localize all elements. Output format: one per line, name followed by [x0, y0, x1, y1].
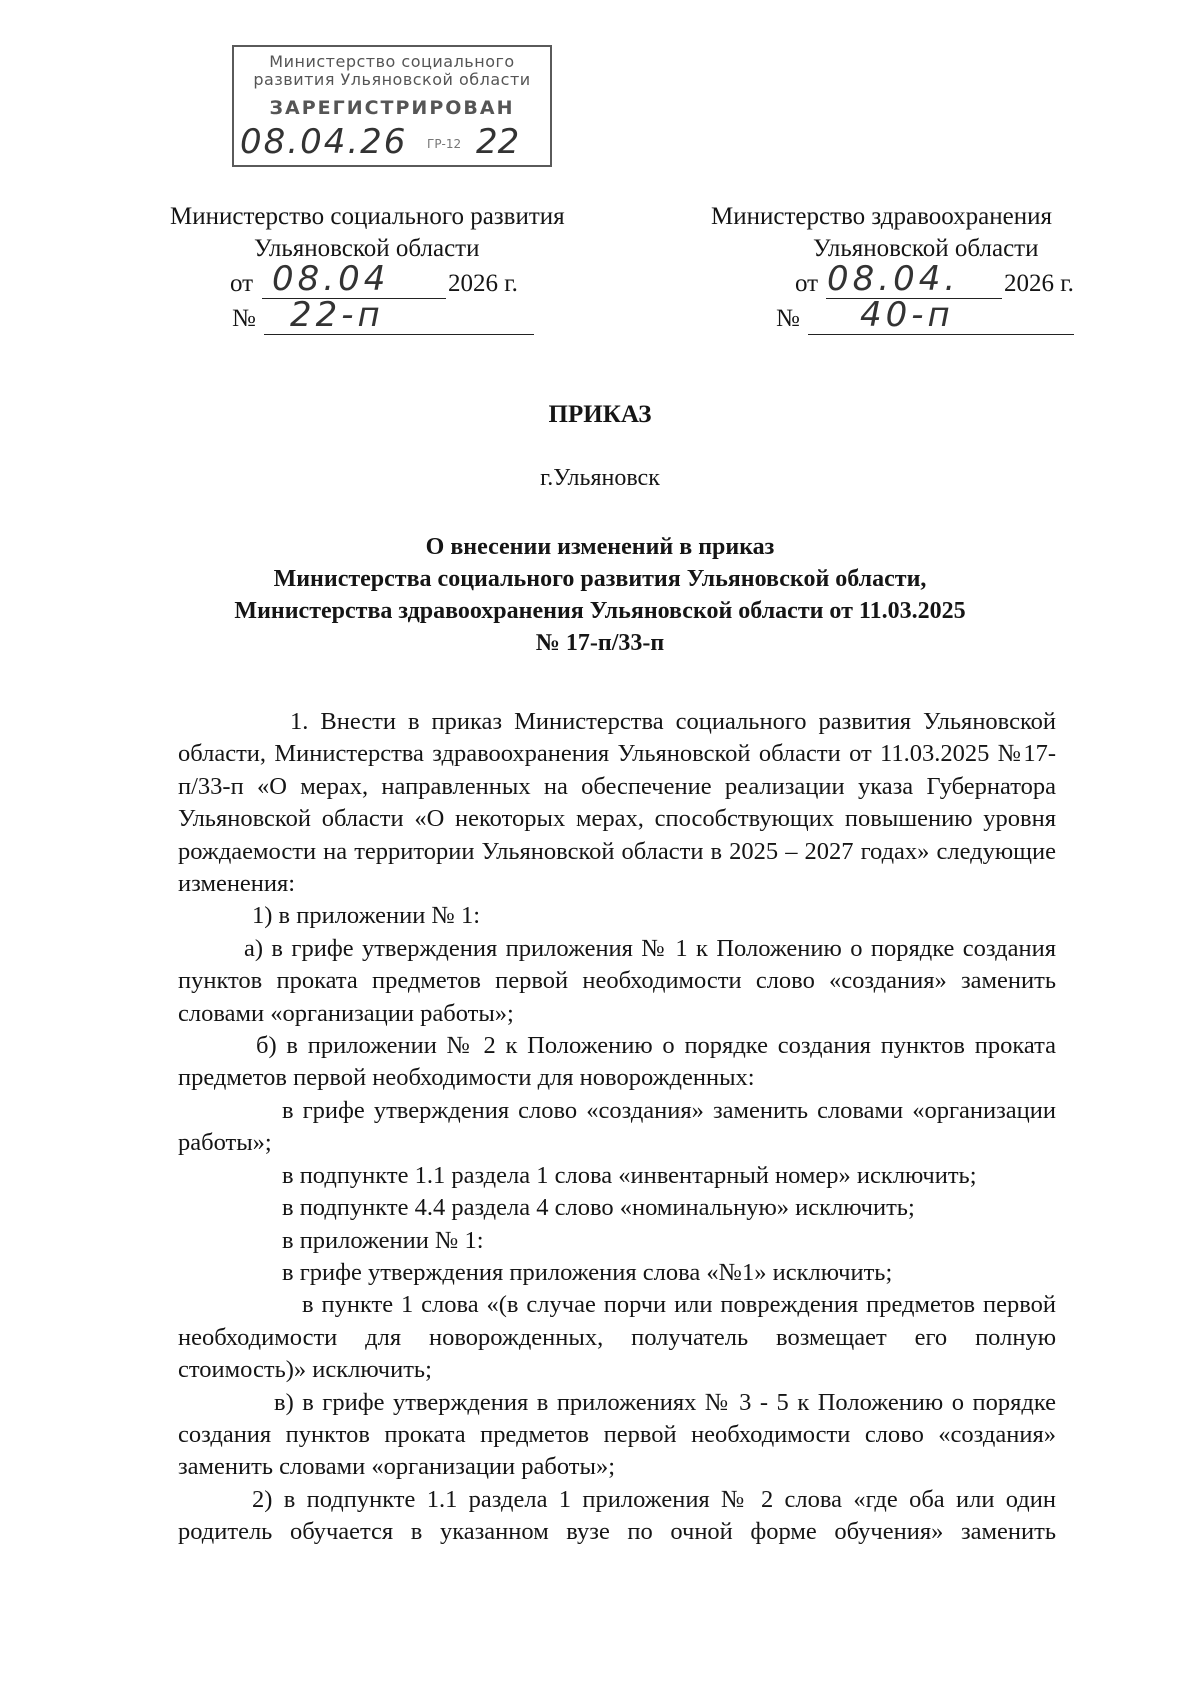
right-date-suffix: 2026 г.: [1004, 270, 1074, 297]
left-date-suffix: 2026 г.: [448, 270, 518, 297]
paragraph-5: в грифе утверждения слово «создания» заменить словами «организации работы»;: [178, 1096, 1056, 1157]
right-org-line1: Министерство здравоохранения: [711, 203, 1052, 230]
left-num-underline: [264, 334, 534, 335]
right-org-block: [711, 201, 1052, 265]
paragraph-2: 1) в приложении № 1:: [252, 902, 481, 930]
left-org-line2: Ульяновской области: [254, 235, 480, 262]
right-date-prefix: от: [795, 270, 819, 297]
subject-block: [0, 531, 1200, 659]
paragraph-12: 2) в подпункте 1.1 раздела 1 приложения № 2 слова «где оба или один родитель обучается в указанном вузе по очной форме обучения» заменить: [178, 1485, 1056, 1546]
paragraph-1: 1. Внести в приказ Министерства социального развития Ульяновской области, Министерства здравоохранения Ульяновской области от 11.03.2025 №17-п/33-п «О мерах, направленных на обеспечение реализации указа Губернатора Ульяновской области «О некоторых мерах, способствующих повышению уровня рождаемости на территории Ульяновской области в 2025 – 2027 годах» следующие изменения:: [178, 708, 1056, 898]
stamp-status: ЗАРЕГИСТРИРОВАН: [269, 97, 515, 120]
left-org-line1: Министерство социального развития: [170, 203, 565, 230]
paragraph-3: а) в грифе утверждения приложения № 1 к Положению о порядке создания пунктов проката предметов первой необходимости слово «создания» заменить словами «организации работы»;: [178, 934, 1056, 1027]
paragraph-8: в приложении № 1:: [282, 1226, 484, 1254]
paragraph-10: в пункте 1 слова «(в случае порчи или повреждения предметов первой необходимости для новорожденных, получатель возмещает его полную стоимость)» исключить;: [178, 1291, 1056, 1384]
paragraph-6: в подпункте 1.1 раздела 1 слова «инвентарный номер» исключить;: [282, 1161, 977, 1189]
city-line: г.Ульяновск: [540, 465, 660, 491]
subject-line-1: О внесении изменений в приказ: [425, 534, 775, 560]
stamp-reg-number-handwritten: 22: [476, 122, 520, 162]
right-num-handwritten: 40-п: [860, 295, 954, 335]
left-date-prefix: от: [230, 270, 254, 297]
left-org-block: [170, 201, 565, 265]
stamp-reg-prefix: ГР-12: [427, 137, 462, 151]
right-org-line2: Ульяновской области: [813, 235, 1039, 262]
registration-stamp: [232, 45, 552, 167]
paragraph-4: б) в приложении № 2 к Положению о порядке создания пунктов проката предметов первой необходимости для новорожденных:: [178, 1032, 1056, 1092]
left-date-handwritten: 08.04: [272, 259, 390, 299]
paragraph-11: в) в грифе утверждения в приложениях № 3 - 5 к Положению о порядке создания пунктов проката предметов первой необходимости слово «создания» заменить словами «организации работы»;: [178, 1388, 1056, 1481]
paragraph-9: в грифе утверждения приложения слова «№1» исключить;: [282, 1258, 893, 1286]
subject-line-4: № 17-п/33-п: [535, 630, 665, 656]
subject-line-2: Министерства социального развития Ульяновской области,: [273, 566, 927, 592]
right-date-handwritten: 08.04.: [827, 259, 960, 299]
right-num-prefix: №: [776, 305, 800, 332]
document-body: [178, 706, 1056, 1549]
paragraph-7: в подпункте 4.4 раздела 4 слово «номинальную» исключить;: [282, 1194, 915, 1222]
stamp-org-line1: Министерство социального: [269, 52, 515, 71]
right-num-underline: [808, 334, 1074, 335]
stamp-date-handwritten: 08.04.26: [240, 122, 408, 162]
stamp-org-line2: развития Ульяновской области: [253, 69, 531, 89]
left-num-handwritten: 22-п: [290, 295, 384, 335]
stamp-handwriting: [234, 115, 550, 163]
page-title: ПРИКАЗ: [548, 401, 652, 428]
left-num-prefix: №: [232, 305, 256, 332]
subject-line-3: Министерства здравоохранения Ульяновской области от 11.03.2025: [234, 598, 966, 624]
